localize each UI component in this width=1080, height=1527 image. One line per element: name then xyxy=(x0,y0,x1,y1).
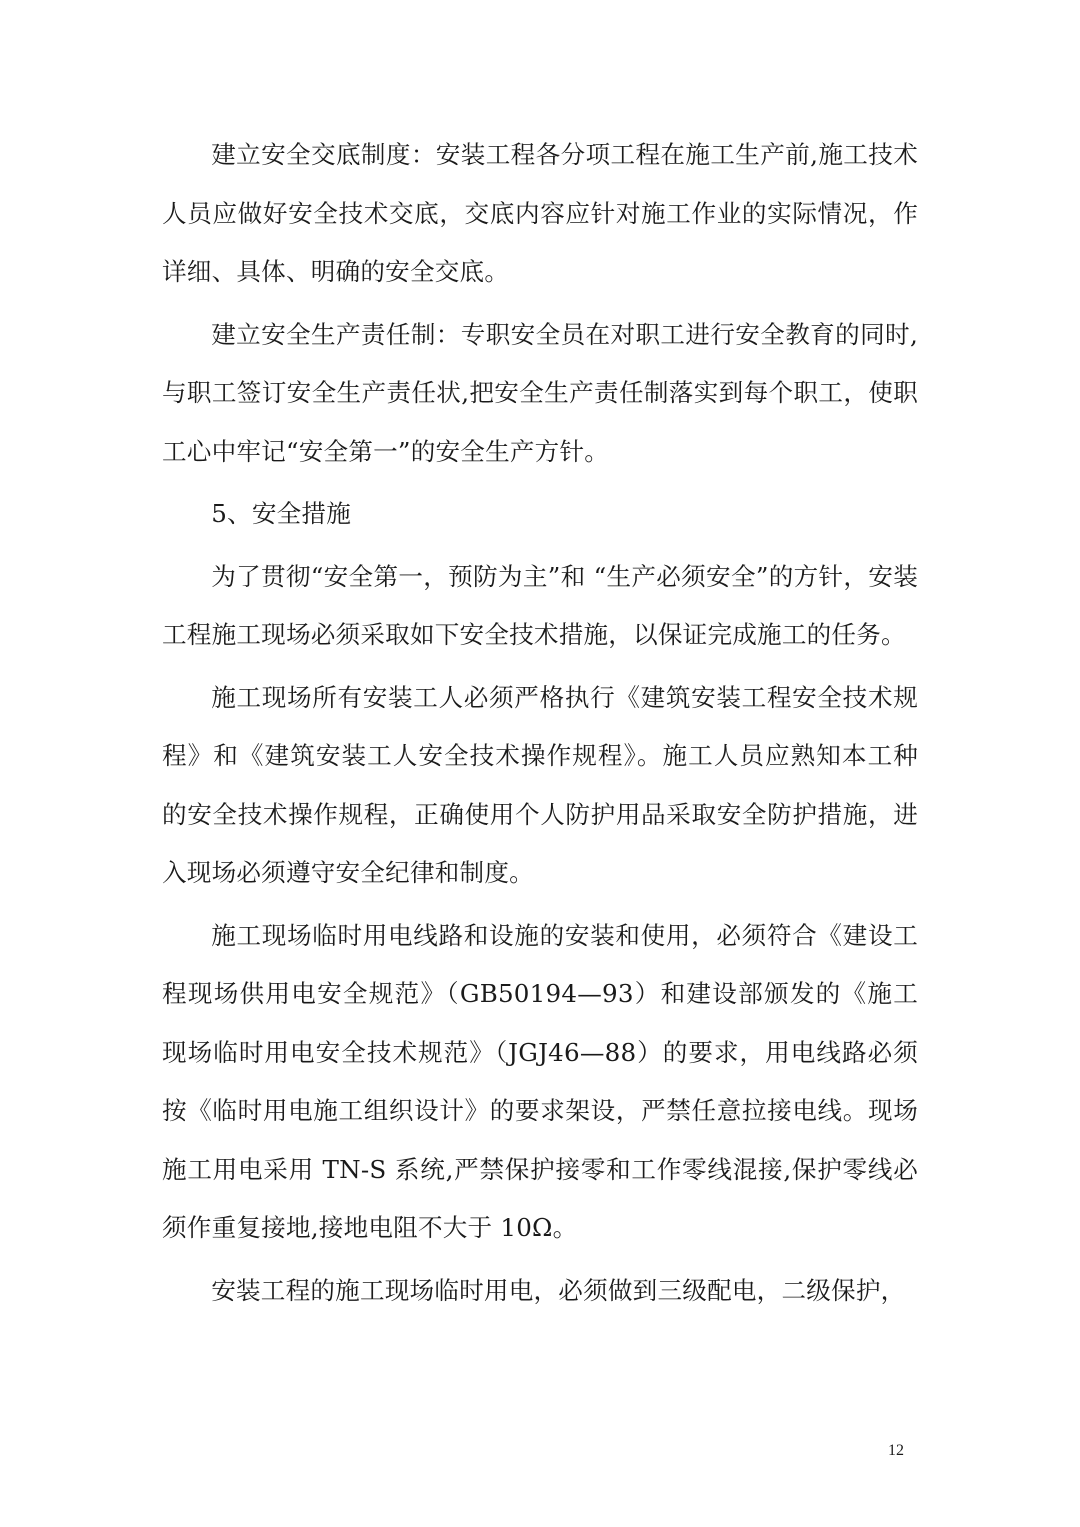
paragraph-temporary-power: 施工现场临时用电线路和设施的安装和使用，必须符合《建设工程现场供用电安全规范》（GB50194—93）和建设部颁发的《施工现场临时用电安全技术规范》（JGJ46—88）的要求，用电线路必须按《临时用电施工组织设计》的要求架设，严禁任意拉接电线。现场施工用电采用 TN-S 系统,严禁保护接零和工作零线混接,保护零线必须作重复接地,接地电阻不大于 10Ω。 xyxy=(162,920,918,1242)
paragraph-safety-policy: 为了贯彻“安全第一，预防为主”和 “生产必须安全”的方针，安装工程施工现场必须采取如下安全技术措施，以保证完成施工的任务。 xyxy=(162,561,918,649)
paragraph-safety-briefing: 建立安全交底制度：安装工程各分项工程在施工生产前,施工技术人员应做好安全技术交底，交底内容应针对施工作业的实际情况，作详细、具体、明确的安全交底。 xyxy=(162,140,918,286)
section-heading-safety-measures: 5、安全措施 xyxy=(211,499,352,528)
document-body xyxy=(162,126,918,1324)
paragraph-worker-regulations: 施工现场所有安装工人必须严格执行《建筑安装工程安全技术规程》和《建筑安装工人安全技术操作规程》。施工人员应熟知本工种的安全技术操作规程，正确使用个人防护用品采取安全防护措施，进入现场必须遵守安全纪律和制度。 xyxy=(162,682,918,887)
paragraph-responsibility-system: 建立安全生产责任制：专职安全员在对职工进行安全教育的同时,与职工签订安全生产责任状,把安全生产责任制落实到每个职工，使职工心中牢记“安全第一”的安全生产方针。 xyxy=(162,319,918,466)
page-number: 12 xyxy=(888,1442,904,1459)
paragraph-power-distribution: 安装工程的施工现场临时用电，必须做到三级配电，二级保护， xyxy=(211,1275,906,1305)
